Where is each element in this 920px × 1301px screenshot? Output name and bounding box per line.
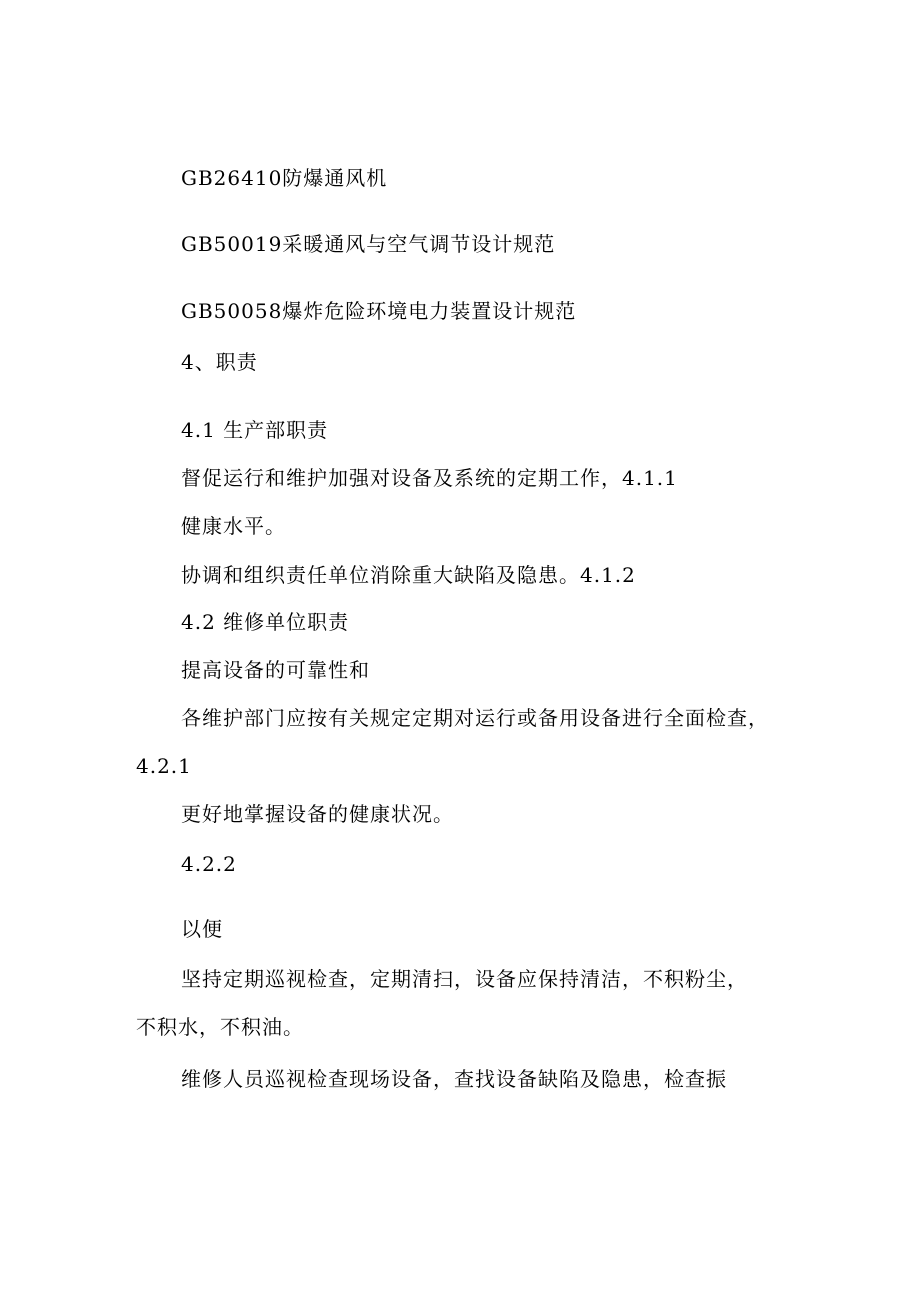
paragraph-line: 健康水平。 xyxy=(181,514,286,538)
standard-ref-gb50058: GB50058爆炸危险环境电力装置设计规范 xyxy=(181,299,577,323)
clause-number: 4.2.1 xyxy=(136,754,192,778)
standard-ref-gb26410: GB26410防爆通风机 xyxy=(181,166,388,190)
paragraph-line: 更好地掌握设备的健康状况。 xyxy=(181,802,454,826)
section-heading-4: 4、职责 xyxy=(181,350,258,374)
paragraph-line: 维修人员巡视检查现场设备，查找设备缺陷及隐患，检查振 xyxy=(181,1067,727,1091)
paragraph-line: 各维护部门应按有关规定定期对运行或备用设备进行全面检查， xyxy=(181,706,769,730)
paragraph-line: 坚持定期巡视检查，定期清扫，设备应保持清洁，不积粉尘， xyxy=(181,967,748,991)
clause-number: 4.2.2 xyxy=(181,852,237,876)
paragraph-line: 提高设备的可靠性和 xyxy=(181,658,370,682)
standard-ref-gb50019: GB50019采暖通风与空气调节设计规范 xyxy=(181,232,556,256)
paragraph-line: 以便 xyxy=(181,917,223,941)
section-heading-4-2: 4.2 维修单位职责 xyxy=(181,610,350,634)
paragraph-line: 协调和组织责任单位消除重大缺陷及隐患。4.1.2 xyxy=(181,563,636,587)
section-heading-4-1: 4.1 生产部职责 xyxy=(181,418,329,442)
paragraph-line: 不积水，不积油。 xyxy=(136,1015,304,1039)
paragraph-line: 督促运行和维护加强对设备及系统的定期工作，4.1.1 xyxy=(181,466,678,490)
